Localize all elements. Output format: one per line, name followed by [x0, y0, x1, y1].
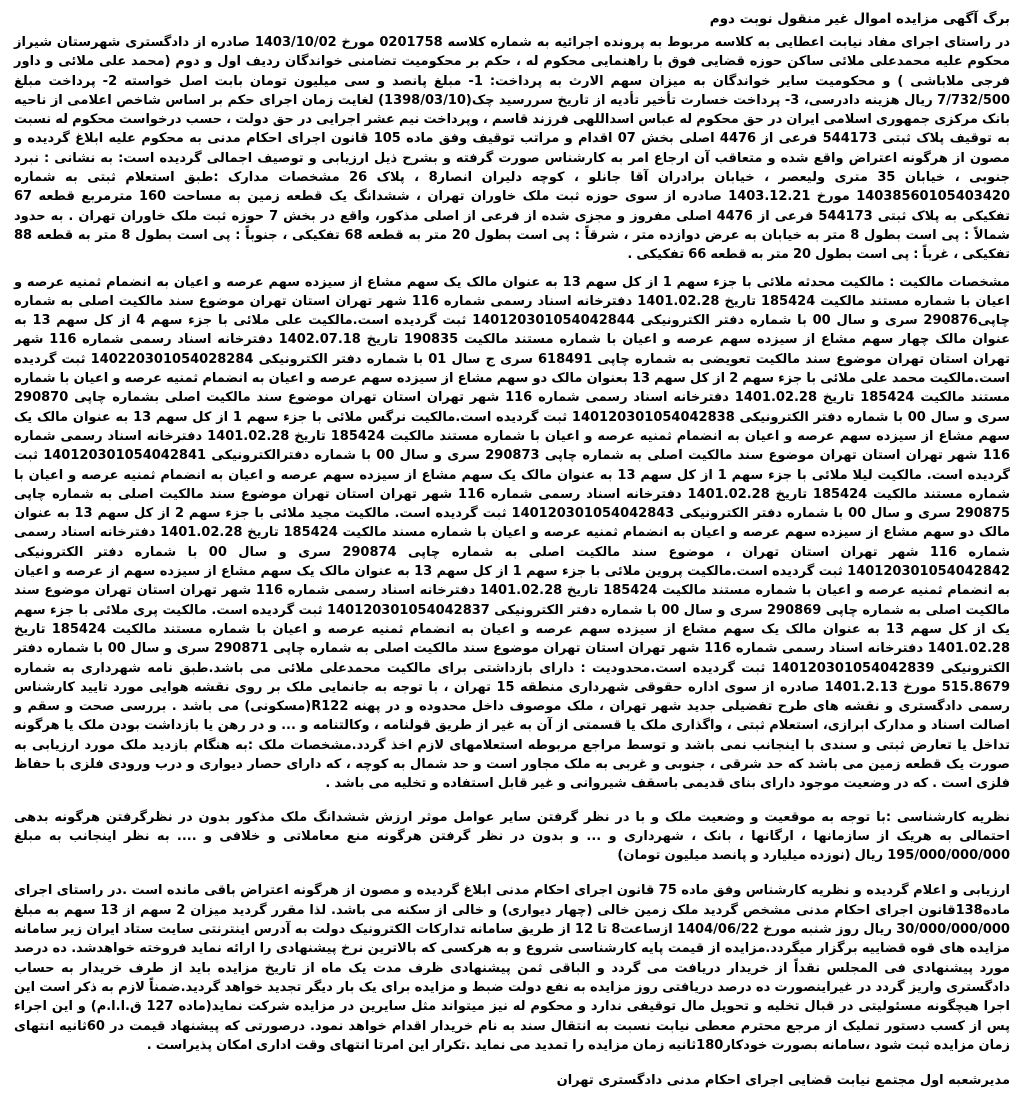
case-details-paragraph: در راستای اجرای مفاد نیابت اعطایی به کلاسه مربوط به پرونده اجرائیه به شماره کلاسه 0201758 مورخ 1403/10/02 صادره از دادگستری شهرستان شیراز محکوم علیه محمدعلی ملائی ساکن حوزه قضایی فوق با راهنمایی محکوم له ، حکم بر محکومیت تضامنی خواندگان ردیف اول و دوم (محمد علی ملائی و داور فرجی ملاباشی ) و محکومیت سایر خواندگان به میزان سهم الارث به پرداخت: 1- مبلغ پانصد و سی میلیون تومان بابت اصل خواسته 2- پرداخت مبلغ 7/732/500 ریال هزینه دادرسی، 3- پرداخت خسارت تأخیر تأدیه از تاریخ سررسید چک(1398/03/10) لغایت زمان اجرای حکم بر اساس شاخص اعلامی از ناحیه بانک مرکزی جمهوری اسلامی ایران در حق محکوم له عباس اسداللهی فرزند قاسم ، وپرداخت نیم عشر اجرایی در حق دولت ، حسب درخواست محکوم له نسبت به توقیف پلاک ثبتی 544173 فرعی از 4476 اصلی بخش 07 اقدام و مراتب توقیف وفق ماده 105 قانون اجرای احکام مدنی به محکوم علیه ابلاغ گردیده و مصون از هرگونه اعتراض واقع شده و متعاقب آن ارجاع امر به کارشناس صورت گرفته و بشرح ذیل ارزیابی و توصیف اجمالی گردیده است: به نشانی : نبرد جنوبی ، خیابان 35 متری ولیعصر ، خیابان برادران آقا جانلو ، کوچه دلیران انصار8 ، پلاک 26 مشخصات مدارک :طبق استعلام ثبتی به شماره 14038560105403420 مورخ 1403.12.21 صادره از سوی حوزه ثبت ملک خاوران تهران ، ششدانگ یک قطعه زمین به مساحت 160 مترمربع قطعه 67 تفکیکی به پلاک ثبتی 544173 فرعی از 4476 اصلی مفروز و مجزی شده از فرعی از اصلی مذکور، واقع در بخش 7 حوزه ثبت ملک خاوران تهران . به حدود شمالاً : پی است بطول 8 متر به خیابان به عرض دوازده متر ، شرقاً : پی است بطول 20 متر به قطعه 68 تفکیکی ، جنوباً : پی است بطول 8 متر به قطعه 88 تفکیکی ، غرباً : پی است بطول 20 متر به قطعه 66 تفکیکی .: [14, 35, 1011, 263]
signature-line: مدیرشعبه اول مجتمع نیابت قضایی اجرای احکام مدنی دادگستری تهران: [556, 1073, 1010, 1089]
notice-title: برگ آگهی مزایده اموال غیر منقول نوبت دوم: [709, 11, 1010, 27]
expert-opinion-paragraph: نظریه کارشناسی :با توجه به موقعیت و وضعیت ملک و با در نظر گرفتن سایر عوامل موثر ارزش ششدانگ ملک مذکور بدون در نظرگرفتن هرگونه بدهی احتمالی به هریک از سازمانها ، ارگانها ، بانک ، شهرداری و ... و بدون در نظر گرفتن هرگونه منع معاملاتی و خلافی و .... به نظر اینجانب به مبلغ 195/000/000/000 ریال (نوزده میلیارد و پانصد میلیون تومان): [14, 809, 1010, 864]
auction-terms-paragraph: ارزیابی و اعلام گردیده و نظریه کارشناس وفق ماده 75 قانون اجرای احکام مدنی ابلاغ گردیده و مصون از هرگونه اعتراض باقی مانده است .در راستای اجرای ماده138قانون اجرای احکام مدنی مشخص گردید ملک زمین خالی (چهار دیواری) و خالی از سکنه می باشد. لذا مقرر گردید میزان 2 سهم از 13 سهم به مبلغ 30/000/000/000 ریال روز شنبه مورخ 1404/06/22 ازساعت8 تا 12 از طریق سامانه تدارکات الکترونیک دولت به آدرس اینترنتی سایت ستاد ایران زیر سامانه مزایده های قوه قضاییه برگزار میگردد.مزایده از قیمت پایه کارشناسی شروع و به هرکسی که بالاترین نرخ پیشنهادی را ارائه نماید فروخته خواهدشد. ده درصد مورد پیشنهادی فی المجلس نقداً از خریدار دریافت می گردد و الباقی ثمن پیشنهادی ظرف مدت یک ماه از تاریخ مزایده باید از طرف خریدار به حساب دادگستری واریز گردد در غیراینصورت ده درصد دریافتی روز مزایده به نفع دولت ضبط و مزایده برای یک بار دیگر تجدید خواهد گردید.ضمناً لازم به ذکر است این اجرا هیچگونه مسئولیتی در قبال تخلیه و تحویل مال توقیفی ندارد و محکوم له نیز میتواند مثل سایرین در مزایده شرکت نماید(ماده 127 ق.ا.ا.م) و این اجراء پس از کسب دستور تملیک از مرجع محترم معطی نیابت نسبت به انتقال سند به نام خریدار اقدام خواهد نمود. درصورتی که پیشنهاد قیمت در 60ثانیه انتهای زمان مزایده ثبت شود ،سامانه بصورت خودکار180ثانیه زمان مزایده را تمدید می نماید .تکرار این امرتا انتهای وقت اداری امکان پذیراست .: [14, 883, 1010, 1053]
ownership-details-paragraph: مشخصات مالکیت : مالکیت محدثه ملائی با جزء سهم 1 از کل سهم 13 به عنوان مالک یک سهم مشاع از سیزده سهم عرصه و اعیان به انضمام ثمنیه عرصه و اعیان با شماره مستند مالکیت 185424 تاریخ 1401.02.28 دفترخانه اسناد رسمی شماره 116 شهر تهران استان تهران موضوع سند مالکیت اصلی به شماره چاپی290876 سری و سال 00 با شماره دفتر الکترونیکی 140120301054042844 ثبت گردیده است.مالکیت علی ملائی با جزء سهم 4 از کل سهم 13 به عنوان مالک چهار سهم مشاع از سیزده سهم عرصه و اعیان با شماره مستند مالکیت 190835 تاریخ 1402.07.18 دفترخانه اسناد رسمی شماره 116 شهر تهران استان تهران موضوع سند مالکیت تعویضی به شماره چاپی 618491 سری ج سال 01 با شماره دفتر الکترونیکی 140220301054028284 ثبت گردیده است.مالکیت محمد علی ملائی با جزء سهم 2 از کل سهم 13 بعنوان مالک دو سهم مشاع از سیزده سهم عرصه و اعیان به انضمام ثمنیه عرصه و اعیان با شماره مستند مالکیت 185424 تاریخ 1401.02.28 دفترخانه اسناد رسمی شماره 116 شهر تهران استان تهران موضوع سند مالکیت اصلی بشماره چاپی 290870 سری و سال 00 با شماره دفتر الکترونیکی 140120301054042838 ثبت گردیده است.مالکیت نرگس ملائی با جزء سهم 1 از کل سهم 13 به عنوان مالک یک سهم مشاع از سیزده سهم عرصه و اعیان به انضمام ثمنیه عرصه و اعیان با شماره مستند مالکیت 185424 تاریخ 1401.02.28 دفترخانه اسناد رسمی شماره 116 شهر تهران استان تهران موضوع سند مالکیت اصلی به شماره چاپی 290873 سری و سال 00 با شماره دفترالکترونیکی 140120301054042841 ثبت گردیده است. مالکیت لیلا ملائی با جزء سهم 1 از کل سهم 13 به عنوان مالک یک سهم مشاع از سیزده سهم عرصه و اعیان به انضمام ثمنیه عرصه و اعیان با شماره مستند مالکیت 185424 تاریخ 1401.02.28 دفترخانه اسناد رسمی شماره 116 شهر تهران استان تهران موضوع سند مالکیت اصلی به شماره چاپی 290875 سری و سال 00 با شماره دفتر الکترونیکی 140120301054042843 ثبت گردیده است. مالکیت مجید ملائی با جزء سهم 2 از کل سهم 13 به عنوان مالک دو سهم مشاع از سیزده سهم عرصه و اعیان به انضمام ثمنیه عرصه و اعیان با شماره مسند مالکیت 185424 تاریخ 1401.02.28 دفترخانه اسناد رسمی شماره 116 شهر تهران استان تهران ، موضوع سند مالکیت اصلی به شماره چاپی 290874 سری و سال 00 با شماره دفتر الکترونیکی 140120301054042842 ثبت گردیده است.مالکیت پروین ملائی با جزء سهم 1 از کل سهم 13 به عنوان مالک یک سهم مشاع از سیزده سهم از عرصه و اعیان به انضمام ثمنیه عرصه و اعیان با شماره مستند مالکیت 185424 تاریخ 1401.02.28 دفترخانه اسناد رسمی شماره 116 شهر تهران استان تهران موضوع سند مالکیت اصلی به شماره چاپی 290869 سری و سال 00 با شماره دفتر الکترونیکی 140120301054042837 ثبت گردیده است. مالکیت پری ملائی با جزء سهم یک از کل سهم 13 به عنوان مالک یک سهم مشاع از سیزده سهم عرصه و اعیان به انضمام ثمنیه عرصه و اعیان با شماره مستند مالکیت 185424 تاریخ 1401.02.28 دفترخانه اسناد رسمی شماره 116 شهر تهران استان تهران موضوع سند مالکیت اصلی به شماره چاپی 290871 سری و سال 00 با شماره دفتر الکترونیکی 140120301054042839 ثبت گردیده است.محدودیت : دارای بازداشتی برای مالکیت محمدعلی ملائی می باشد.طبق نامه شهرداری به شماره 515.8679 مورخ 1401.2.13 صادره از سوی اداره حقوقی شهرداری منطقه 15 تهران ، با توجه به جانمایی ملک بر روی نقشه هوایی مورد تایید کارشناس رسمی دادگستری و نقشه های طرح تفضیلی جدید شهر تهران ، ملک موصوف داخل محدوده و در پهنه R122(مسکونی) می باشد . بررسی صحت و سقم و اصالت اسناد و مدارک ابرازی، استعلام ثبتی ، واگذاری ملک یا قسمتی از آن به غیر از طریق قولنامه ، وکالتنامه و ... و در رهن یا بازداشت بودن ملک یا هرگونه تداخل یا تعارض ثبتی و سندی با اینجانب نمی باشد و توسط مراجع مربوطه استعلامهای لازم اخذ گردد.مشخصات ملک :به هنگام بازدید ملک مورد ارزیابی به صورت یک قطعه زمین می باشد که حد شرقی ، جنوبی و غربی به ملک مجاور است و حد شمال به کوچه ، که دارای حصار دیواری و درب ورودی فلزی با حفاظ فلزی است . که در وضعیت موجود دارای بنای قدیمی باسقف شیروانی و غیر قابل استفاده و تخلیه می باشد .: [14, 274, 1011, 792]
